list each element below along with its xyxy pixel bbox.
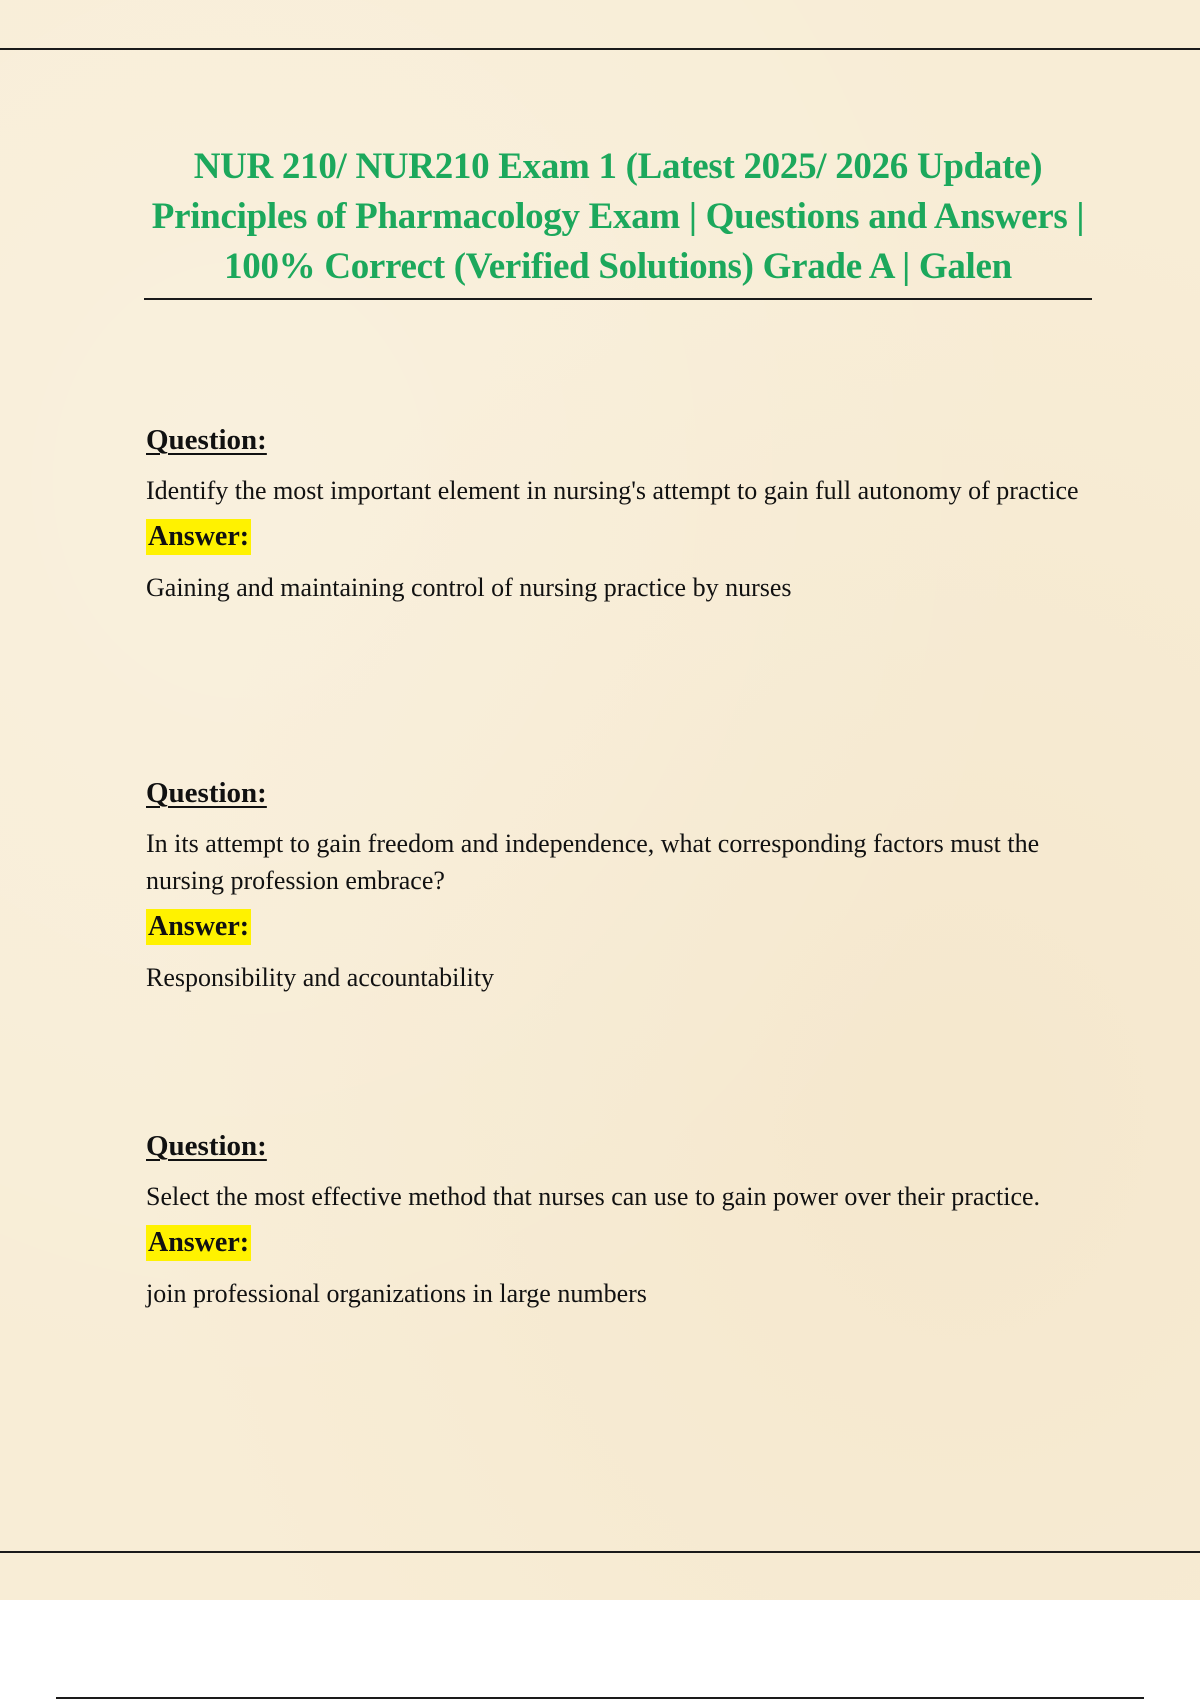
bottom-rule	[0, 1551, 1200, 1553]
answer-label: Answer:	[146, 1225, 251, 1261]
question-text: Select the most effective method that nurses can use to gain power over their practice.	[146, 1182, 1041, 1211]
answer-label: Answer:	[146, 519, 251, 555]
qa-item-3	[146, 1128, 1081, 1312]
question-label: Question:	[146, 1130, 267, 1162]
document-title: NUR 210/ NUR210 Exam 1 (Latest 2025/ 2026 Update) Principles of Pharmacology Exam | Questions and Answers | 100% Correct (Verified Solutions) Grade A | Galen	[151, 146, 1085, 287]
title-block	[144, 142, 1092, 300]
top-rule	[0, 48, 1200, 50]
question-text: In its attempt to gain freedom and independence, what corresponding factors must the nursing profession embrace?	[146, 829, 1040, 895]
qa-item-1	[146, 422, 1081, 606]
qa-item-2	[146, 775, 1081, 996]
question-label: Question:	[146, 424, 267, 456]
answer-text: Gaining and maintaining control of nursing practice by nurses	[146, 573, 792, 602]
next-page-rule	[56, 1697, 1144, 1699]
answer-text: Responsibility and accountability	[146, 963, 495, 992]
question-text: Identify the most important element in nursing's attempt to gain full autonomy of practice	[146, 476, 1079, 505]
answer-label: Answer:	[146, 909, 251, 945]
answer-text: join professional organizations in large numbers	[146, 1279, 647, 1308]
question-label: Question:	[146, 777, 267, 809]
